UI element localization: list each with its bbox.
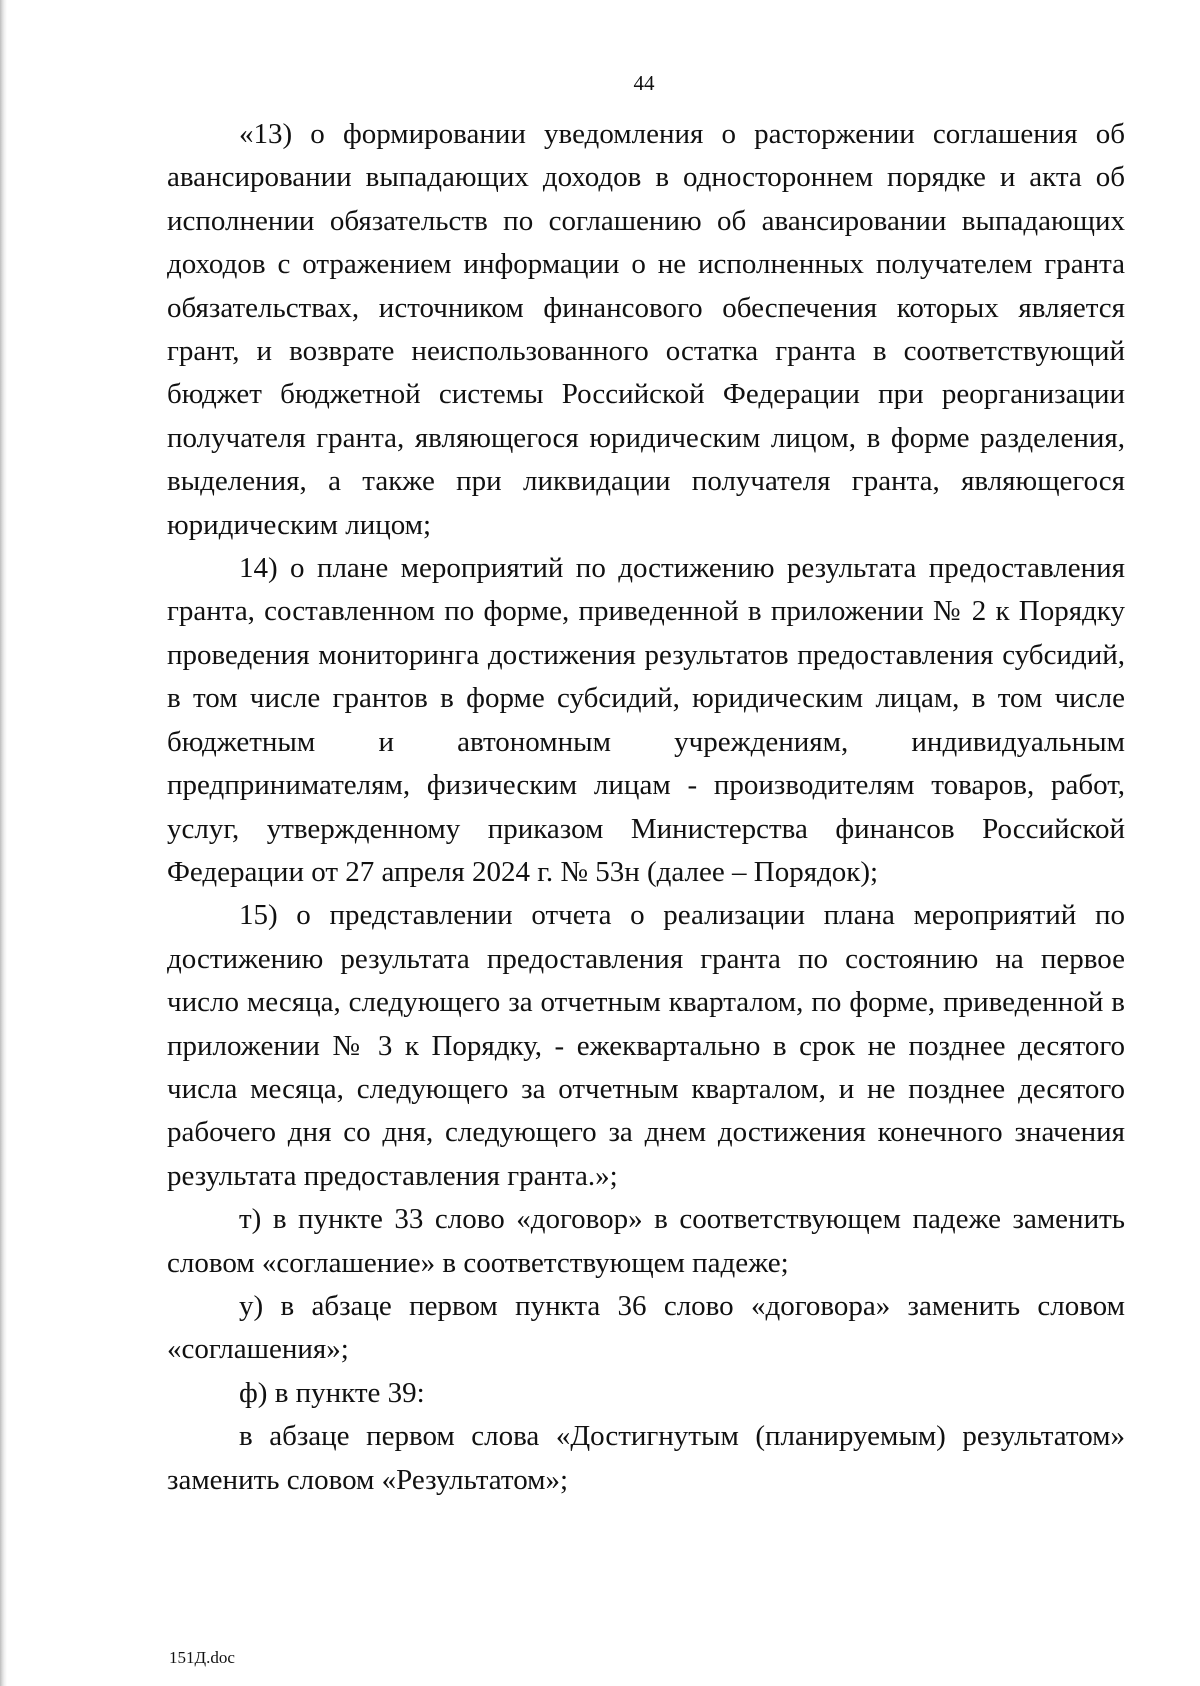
paragraph-subitem-u: у) в абзаце первом пункта 36 слово «договора» заменить словом «соглашения»;: [167, 1289, 1125, 1366]
footer-filename: 151Д.doc: [169, 1648, 235, 1667]
paragraph-first-abzats: в абзаце первом слова «Достигнутым (планируемым) результатом» заменить словом «Результатом»;: [167, 1420, 1125, 1496]
scan-edge: [0, 0, 7, 1686]
paragraph-subitem-t: т) в пункте 33 слово «договор» в соответствующем падеже заменить словом «соглашение» в соответствующем падеже;: [167, 1203, 1125, 1279]
paragraph-item-13: «13) о формировании уведомления о расторжении соглашения об авансировании выпадающих доходов в одностороннем порядке и акта об исполнении обязательств по соглашению об авансировании выпадающих доходов с отражением информации о не исполненных получателем гранта обязательствах, источником финансового обеспечения которых является грант, и возврате неиспользованного остатка гранта в соответствующий бюджет бюджетной системы Российской Федерации при реорганизации получателя гранта, являющегося юридическим лицом, в форме разделения, выделения, а также при ликвидации получателя гранта, являющегося юридическим лицом;: [167, 118, 1125, 541]
page-number: 44: [633, 71, 655, 95]
paragraph-item-14: 14) о плане мероприятий по достижению результата предоставления гранта, составленном по форме, приведенной в приложении № 2 к Порядку проведения мониторинга достижения результатов предоставления субсидий, в том числе грантов в форме субсидий, юридическим лицам, в том числе бюджетным и автономным учреждениям, индивидуальным предпринимателям, физическим лицам - производителям товаров, работ, услуг, утвержденному приказом Министерства финансов Российской Федерации от 27 апреля 2024 г. № 53н (далее – Порядок);: [167, 552, 1125, 888]
paragraph-item-15: 15) о представлении отчета о реализации плана мероприятий по достижению результата предоставления гранта по состоянию на первое число месяца, следующего за отчетным кварталом, по форме, приведенной в приложении № 3 к Порядку, - ежеквартально в срок не позднее десятого числа месяца, следующего за отчетным кварталом, и не позднее десятого рабочего дня со дня, следующего за днем достижения конечного значения результата предоставления гранта.»;: [167, 899, 1125, 1192]
document-body: [167, 113, 1125, 1502]
paragraph-subitem-f: ф) в пункте 39:: [239, 1376, 425, 1409]
